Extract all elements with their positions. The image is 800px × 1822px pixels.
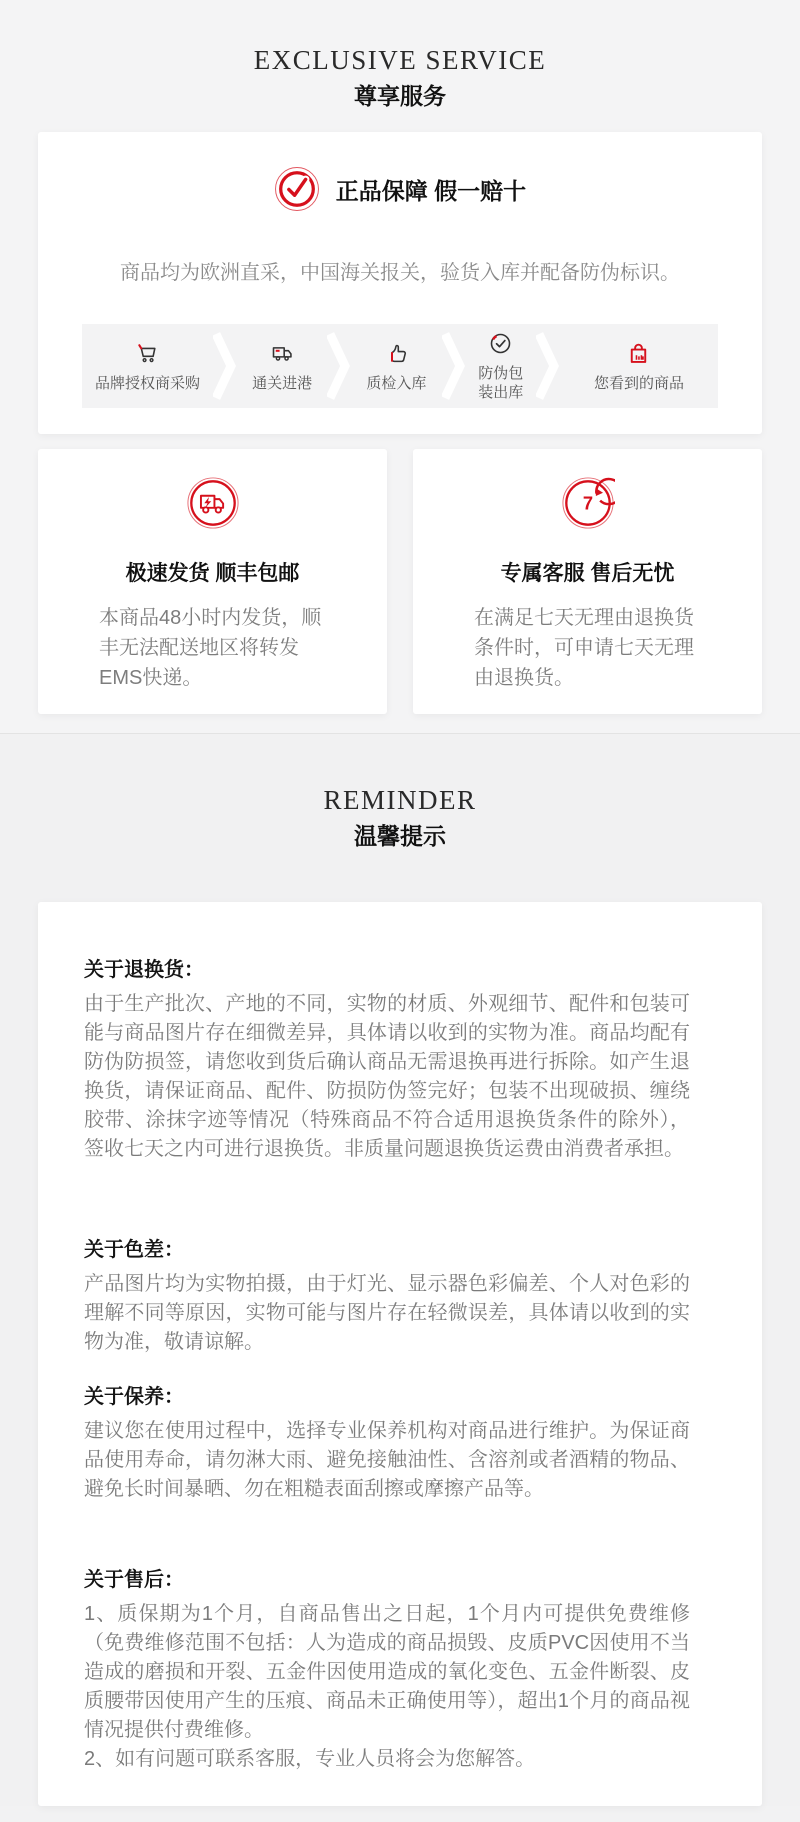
guarantee-title: 正品保障 假一赔十 <box>335 177 527 204</box>
reminder-paragraph: 产品图片均为实物拍摄，由于灯光、显示器色彩偏差、个人对色彩的理解不同等原因，实物可能与图片存在轻微误差，具体请以收到的实物为准，敬请谅解。 <box>84 1273 690 1353</box>
chevron-separator-icon <box>442 324 466 408</box>
reminder-heading: 关于退换货： <box>84 959 204 981</box>
authenticity-guarantee-card <box>38 132 762 434</box>
reminder-heading: 关于保养： <box>84 1386 184 1408</box>
truck-icon <box>269 340 296 367</box>
flow-step-label: 通关进港 <box>252 374 313 392</box>
reminder-paragraph: 建议您在使用过程中，选择专业保养机构对商品进行维护。为保证商品使用寿命，请勿淋大雨、避免接触油性、含溶剂或者酒精的物品、避免长时间暴晒、勿在粗糙表面刮擦或摩擦产品等。 <box>84 1420 690 1500</box>
fast-shipping-title: 极速发货 顺丰包邮 <box>125 562 300 585</box>
reminder-block-color-difference <box>84 1238 716 1357</box>
thumbs-up-icon <box>383 340 410 367</box>
service-cards-row <box>38 449 762 714</box>
reminder-block-returns <box>84 958 716 1164</box>
reminder-title-en: REMINDER <box>323 785 477 815</box>
svg-text:7: 7 <box>582 492 593 514</box>
shopping-bag-icon <box>625 340 652 367</box>
guarantee-title-row <box>38 166 762 212</box>
exclusive-service-section <box>0 0 800 733</box>
chevron-separator-icon <box>213 324 237 408</box>
reminder-section <box>0 733 800 1806</box>
flow-step-customs <box>237 340 327 393</box>
customer-service-title: 专属客服 售后无忧 <box>500 562 675 585</box>
customer-service-card <box>413 449 762 714</box>
flow-step-sourcing <box>82 340 213 393</box>
flow-step-label: 您看到的商品 <box>593 374 684 392</box>
flow-step-quality-check <box>351 340 441 393</box>
cart-icon <box>134 340 161 367</box>
reminder-paragraph: 1、质保期为1个月，自商品售出之日起，1个月内可提供免费维修（免费维修范围不包括：人为造成的商品损毁、皮质PVC因使用不当造成的磨损和开裂、五金件因使用造成的氧化变色、五金件断裂、皮质腰带因使用产生的压痕、商品未正确使用等），超出1个月的商品视情况提供付费维修。 <box>84 1603 690 1741</box>
flow-step-label: 品牌授权商采购 <box>94 374 200 392</box>
flow-step-label: 防伪包装出库 <box>478 365 524 401</box>
seven-day-return-badge-icon <box>561 476 615 530</box>
flow-step-anti-counterfeit-packing <box>466 330 536 402</box>
exclusive-service-title-cn: 尊享服务 <box>354 83 446 109</box>
fast-shipping-description: 本商品48小时内发货，顺丰无法配送地区将转发EMS快递。 <box>99 607 322 689</box>
reminder-title-cn: 温馨提示 <box>354 823 446 849</box>
reminder-paragraph: 由于生产批次、产地的不同，实物的材质、外观细节、配件和包装可能与商品图片存在细微差异，具体请以收到的实物为准。商品均配有防伪防损签，请您收到货后确认商品无需退换再进行拆除。如产生退换货，请保证商品、配件、防损防伪签完好；包装不出现破损、缠绕胶带、涂抹字迹等情况（特殊商品不符合适用退换货条件的除外），签收七天之内可进行退换货。非质量问题退换货运费由消费者承担。 <box>84 993 690 1160</box>
flow-step-label: 质检入库 <box>366 374 427 392</box>
flow-step-final-product <box>560 340 718 393</box>
check-badge-icon <box>274 166 320 212</box>
clock-check-icon <box>487 330 514 357</box>
fast-shipping-card <box>38 449 387 714</box>
reminder-paragraph: 2、如有问题可联系客服，专业人员将会为您解答。 <box>84 1748 536 1770</box>
reminder-block-after-sales <box>84 1568 716 1774</box>
reminder-card <box>38 902 762 1806</box>
chevron-separator-icon <box>327 324 351 408</box>
chevron-separator-icon <box>536 324 560 408</box>
guarantee-description: 商品均为欧洲直采，中国海关报关，验货入库并配备防伪标识。 <box>120 262 680 284</box>
reminder-heading: 关于售后： <box>84 1569 184 1591</box>
customer-service-description: 在满足七天无理由退换货条件时，可申请七天无理由退换货。 <box>474 607 694 689</box>
exclusive-service-title-en: EXCLUSIVE SERVICE <box>253 45 547 75</box>
express-truck-badge-icon <box>186 476 240 530</box>
reminder-block-care <box>84 1385 716 1504</box>
reminder-heading: 关于色差： <box>84 1239 184 1261</box>
supply-chain-flow <box>82 324 718 408</box>
